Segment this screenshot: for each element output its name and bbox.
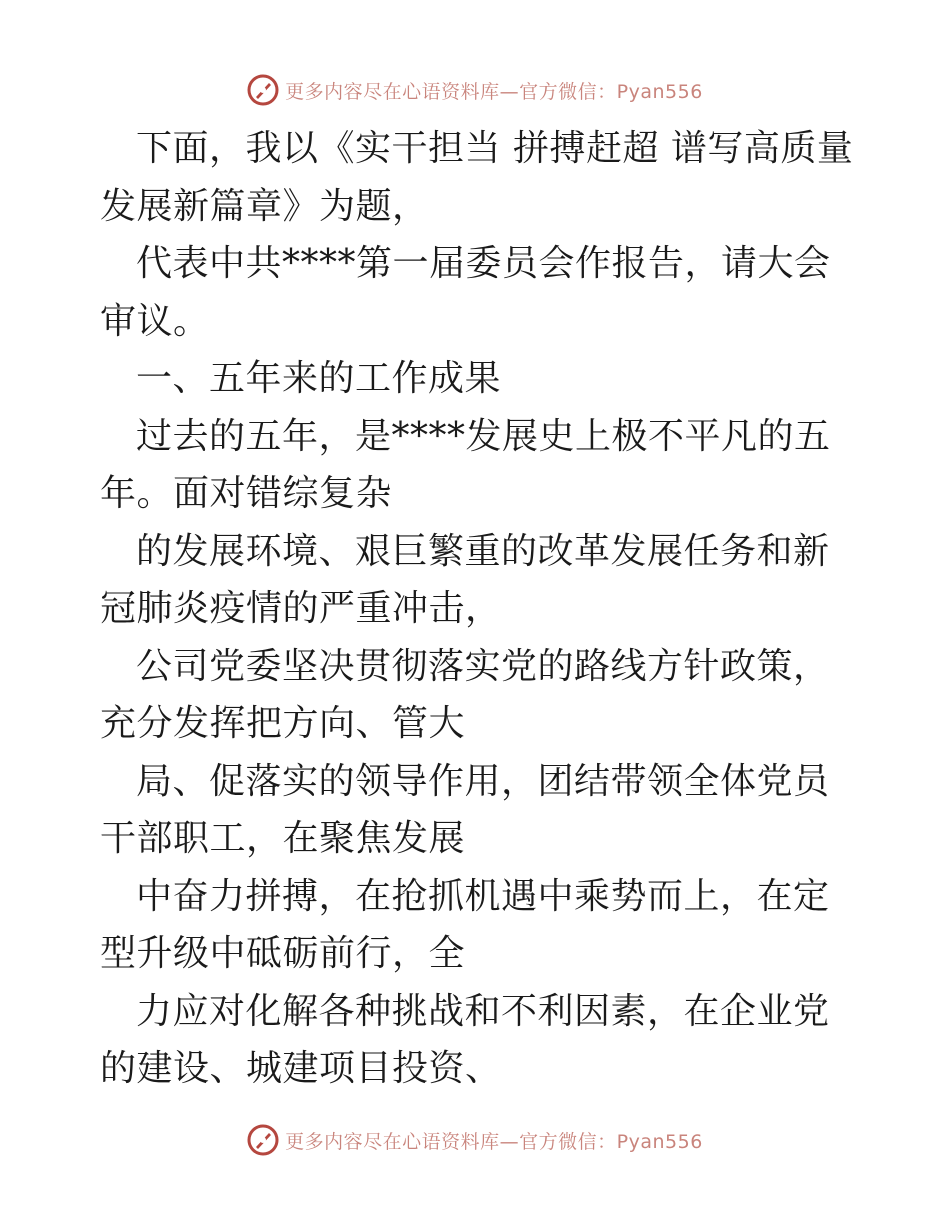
footer-watermark xyxy=(0,1120,950,1160)
watermark-text: 更多内容尽在心语资料库—官方微信：Pyan556 xyxy=(285,1130,703,1153)
paragraph-2: 代表中共****第一届委员会作报告，请大会审议。 xyxy=(100,243,831,342)
paragraph-4: 的发展环境、艰巨繁重的改革发展任务和新冠肺炎疫情的严重冲击， xyxy=(100,530,830,629)
paragraph-5: 公司党委坚决贯彻落实党的路线方针政策，充分发挥把方向、管大 xyxy=(100,645,830,744)
quill-logo-icon xyxy=(247,74,279,106)
section-heading: 一、五年来的工作成果 xyxy=(136,358,502,399)
paragraph-3: 过去的五年，是****发展史上极不平凡的五年。面对错综复杂 xyxy=(100,415,831,514)
paragraph-7: 中奋力拼搏，在抢抓机遇中乘势而上，在定型升级中砥砺前行，全 xyxy=(100,875,830,974)
paragraph-6: 局、促落实的领导作用，团结带领全体党员干部职工，在聚焦发展 xyxy=(100,760,830,859)
paragraph-8: 力应对化解各种挑战和不利因素，在企业党的建设、城建项目投资、 xyxy=(100,990,830,1089)
quill-logo-icon xyxy=(247,1124,279,1156)
watermark-text: 更多内容尽在心语资料库—官方微信：Pyan556 xyxy=(285,80,703,103)
header-watermark xyxy=(0,70,950,110)
document-body xyxy=(100,120,860,1098)
paragraph-1: 下面，我以《实干担当 拼搏赶超 谱写高质量发展新篇章》为题， xyxy=(100,128,854,227)
